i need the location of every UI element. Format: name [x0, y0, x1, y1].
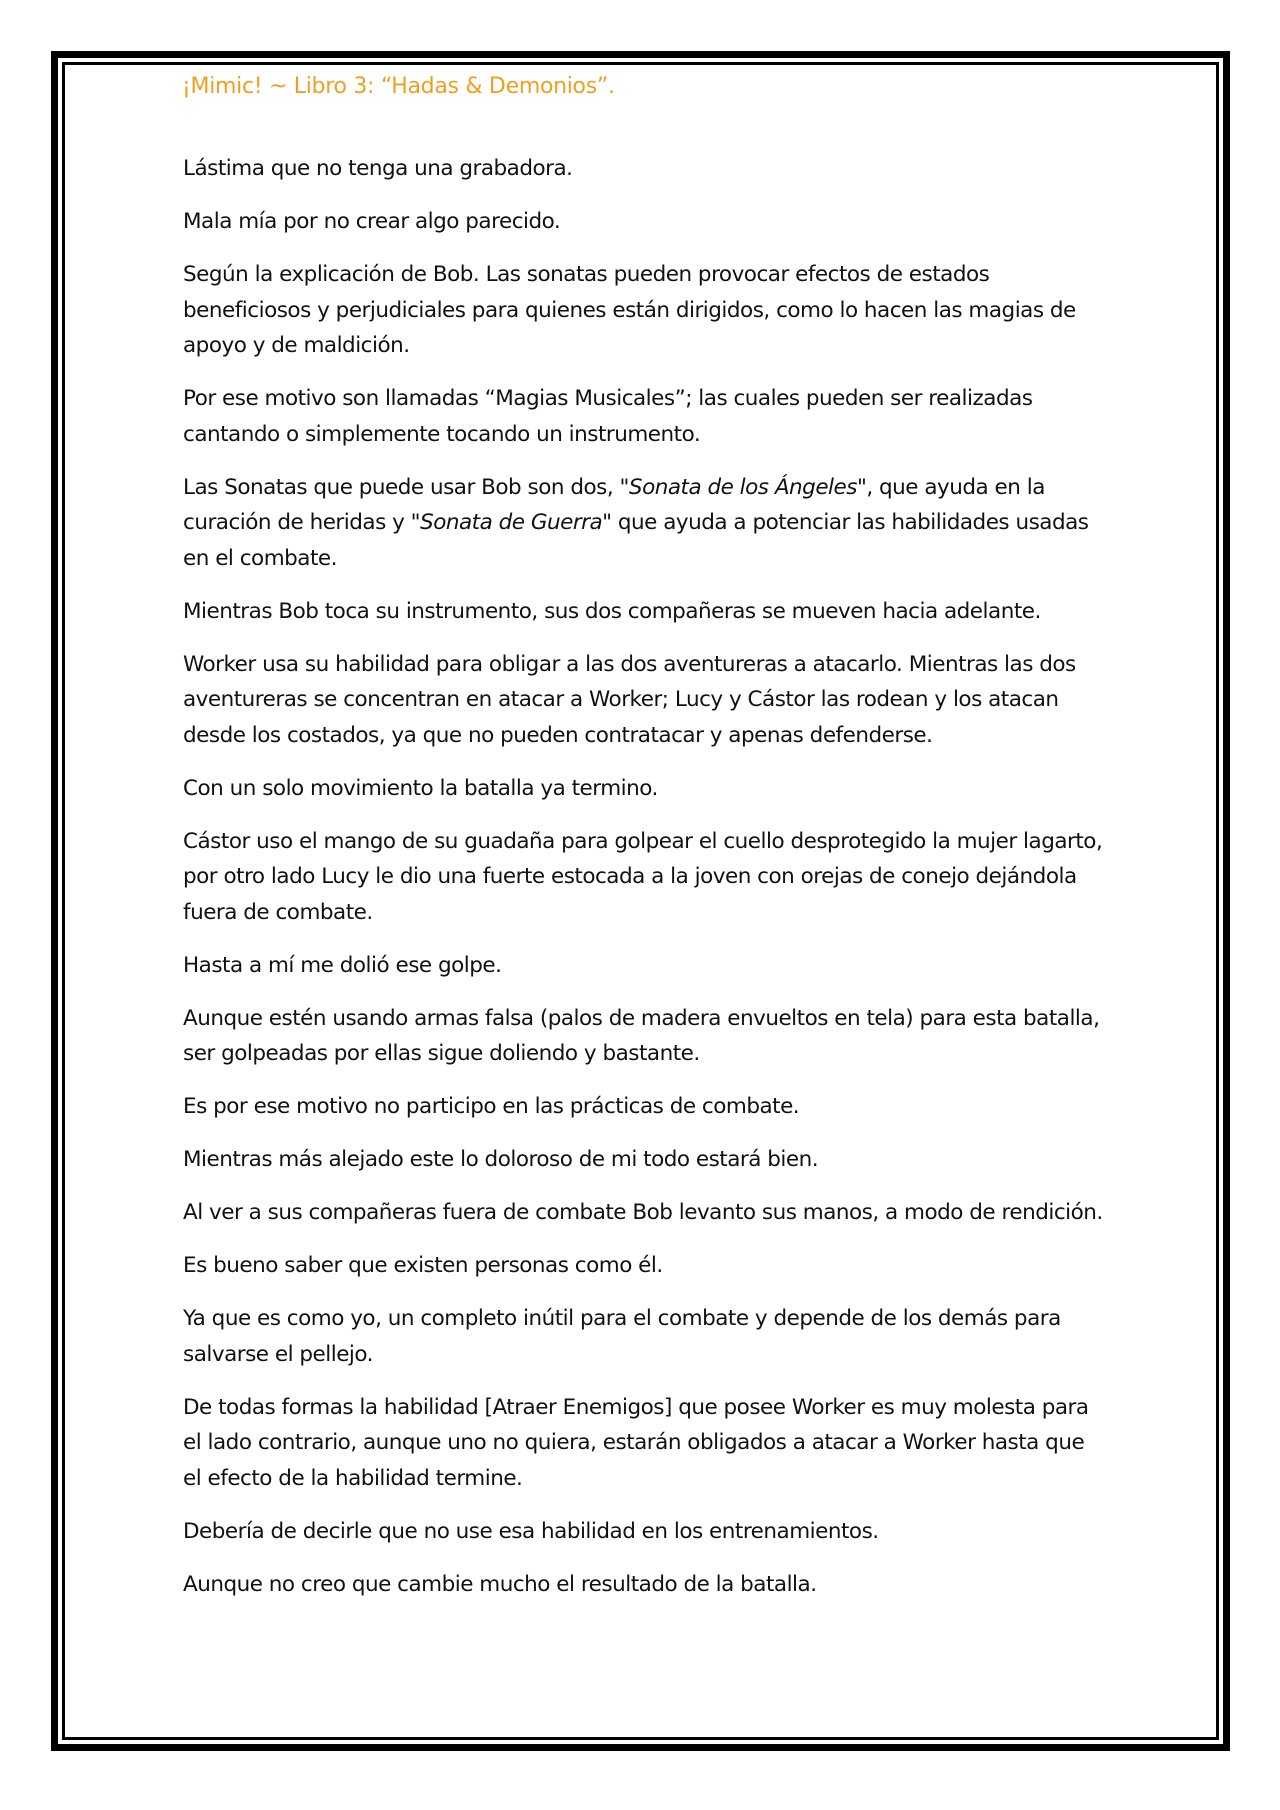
paragraph — [183, 1514, 1103, 1550]
paragraph — [183, 647, 1103, 754]
paragraph — [183, 1195, 1103, 1231]
paragraph — [183, 151, 1103, 187]
paragraph — [183, 948, 1103, 984]
paragraph — [183, 1001, 1103, 1072]
italic-title-text: "Sonata de Guerra" — [410, 510, 612, 535]
paragraph-text: Según la explicación de Bob. Las sonatas pueden provocar efectos de estados beneficiosos y perjudiciales para quienes están dirigidos, como lo hacen las magias de apoyo y de maldición. — [183, 262, 1076, 358]
paragraph-text: Aunque estén usando armas falsa (palos de madera envueltos en tela) para esta batalla, ser golpeadas por ellas sigue doliendo y bastante. — [183, 1005, 1100, 1066]
paragraph-text: Lástima que no tenga una grabadora. — [183, 156, 573, 181]
paragraph-text: Con un solo movimiento la batalla ya termino. — [183, 775, 658, 801]
paragraph-text: Ya que es como yo, un completo inútil para el combate y depende de los demás para salvarse el pellejo. — [183, 1306, 1061, 1367]
paragraph — [183, 1248, 1103, 1284]
paragraph — [183, 204, 1103, 240]
paragraph-text: Al ver a sus compañeras fuera de combate Bob levanto sus manos, a modo de rendición. — [183, 1200, 1103, 1225]
paragraph-text: Mala mía por no crear algo parecido. — [183, 209, 561, 234]
paragraph — [183, 824, 1103, 931]
paragraph-text: Mientras Bob toca su instrumento, sus dos compañeras se mueven hacia adelante. — [183, 598, 1041, 624]
running-header: ¡Mimic! ~ Libro 3: “Hadas & Demonios”. — [182, 74, 615, 99]
paragraph — [183, 1142, 1103, 1178]
paragraph-text: Hasta a mí me dolió ese golpe. — [183, 952, 502, 978]
paragraph — [183, 1089, 1103, 1125]
italic-title-text: "Sonata de los Ángeles" — [619, 474, 867, 500]
paragraph — [183, 771, 1103, 807]
paragraph-text: Es por ese motivo no participo en las prácticas de combate. — [183, 1094, 800, 1119]
paragraph-text: Las Sonatas que puede usar Bob son dos, — [183, 474, 620, 500]
paragraph-text: De todas formas la habilidad [Atraer Enemigos] que posee Worker es muy molesta para el lado contrario, aunque uno no quiera, estarán obligados a atacar a Worker hasta que el efecto de la habilidad termine. — [183, 1394, 1089, 1491]
paragraph — [183, 470, 1103, 577]
paragraph-text: Es bueno saber que existen personas como él. — [183, 1253, 663, 1278]
paragraph — [183, 381, 1103, 452]
document-body — [183, 151, 1103, 1620]
paragraph-text: , que ayuda en la curación de heridas y — [183, 474, 1045, 535]
paragraph-text: Debería de decirle que no use esa habilidad en los entrenamientos. — [183, 1518, 879, 1544]
paragraph — [183, 257, 1103, 364]
paragraph — [183, 1390, 1103, 1497]
paragraph-text: Cástor uso el mango de su guadaña para golpear el cuello desprotegido la mujer lagarto, por otro lado Lucy le dio una fuerte estocada a la joven con orejas de conejo dejándola fuera de combate. — [183, 828, 1103, 925]
paragraph-text: que ayuda a potenciar las habilidades usadas en el combate. — [183, 510, 1089, 571]
paragraph-text: Worker usa su habilidad para obligar a las dos aventureras a atacarlo. Mientras las dos aventureras se concentran en atacar a Worker; Lucy y Cástor las rodean y los atacan desde los costados, ya que no pueden contratacar y apenas defenderse. — [183, 651, 1076, 748]
paragraph — [183, 594, 1103, 630]
paragraph-text: Aunque no creo que cambie mucho el resultado de la batalla. — [183, 1571, 817, 1597]
paragraph — [183, 1567, 1103, 1603]
paragraph-text: Mientras más alejado este lo doloroso de mi todo estará bien. — [183, 1147, 819, 1172]
paragraph — [183, 1301, 1103, 1372]
paragraph-text: Por ese motivo son llamadas “Magias Musicales”; las cuales pueden ser realizadas cantando o simplemente tocando un instrumento. — [183, 386, 1033, 447]
